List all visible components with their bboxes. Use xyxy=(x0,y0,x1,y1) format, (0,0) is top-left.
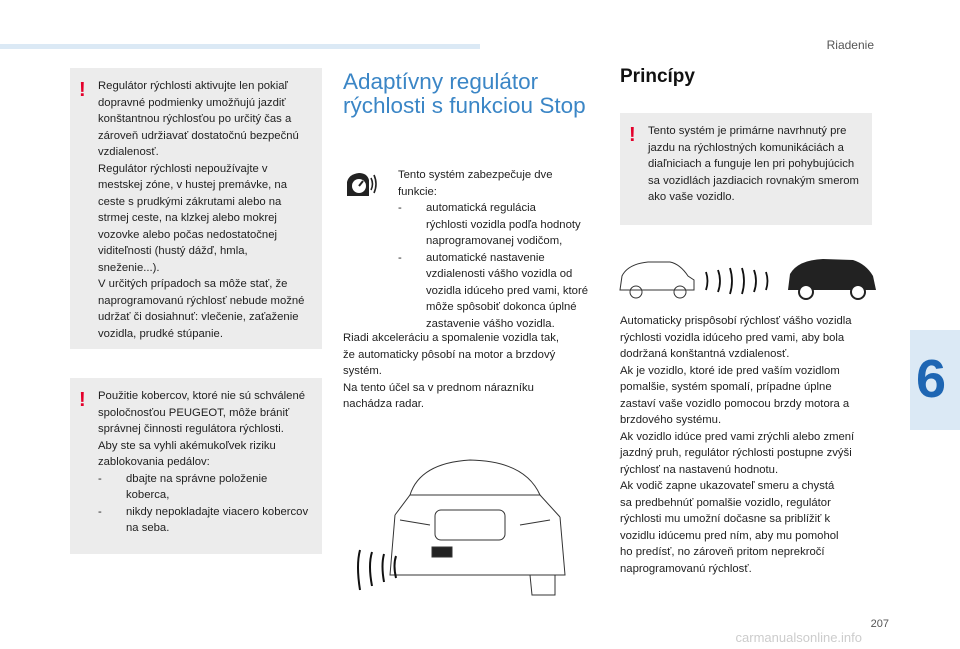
text-line: naprogramovanú rýchlosť. xyxy=(620,562,752,575)
text-line: zablokovania pedálov: xyxy=(98,456,210,468)
warning-exclamation-icon: ! xyxy=(629,124,636,146)
list-item-line: na seba. xyxy=(126,522,170,534)
list-item-line: automatické nastavenie xyxy=(426,251,545,264)
warning-text xyxy=(98,388,310,471)
text-line: Použitie kobercov, ktoré nie sú schválené xyxy=(98,390,306,402)
text-line: vozidla, prudké stúpanie. xyxy=(98,327,223,340)
warning-box-system-scope xyxy=(620,113,872,225)
text-line: Automaticky prispôsobí rýchlosť vášho vozidla xyxy=(620,315,852,327)
text-line: funkcie: xyxy=(398,185,437,198)
text-line: vozovke alebo počas nedostatočnej xyxy=(98,228,277,241)
text-line: V určitých prípadoch sa môže stať, že xyxy=(98,278,288,290)
list-item-line: vozidla idúceho pred vami, ktoré xyxy=(426,284,589,297)
text-line: ceste s prudkými zákrutami alebo na xyxy=(98,195,282,208)
text-line: dodržaná konštantná vzdialenosť. xyxy=(620,348,790,360)
text-line: vozidlu idúcemu pred ním, aby mu pomohol xyxy=(620,529,839,542)
text-line: systém. xyxy=(343,365,382,377)
text-line: Riadi akceleráciu a spomalenie vozidla tak, xyxy=(343,332,560,344)
text-line: mestskej zóne, v hustej premávke, na xyxy=(98,179,287,191)
page-number: 207 xyxy=(870,618,889,630)
list-dash: - xyxy=(398,202,402,214)
watermark-text: carmanualsonline.info xyxy=(735,630,862,645)
text-line: jazdu na rýchlostných komunikáciách a xyxy=(648,141,844,154)
list-item-line: automatická regulácia xyxy=(426,202,536,214)
radar-description xyxy=(343,330,598,413)
chapter-title: Riadenie xyxy=(826,38,874,52)
text-line: Na tento účel sa v prednom nárazníku xyxy=(343,381,534,394)
title-line: Adaptívny regulátor xyxy=(343,69,539,94)
text-line: Tento systém zabezpečuje dve xyxy=(398,169,553,181)
text-line: správnej činnosti regulátora rýchlosti. xyxy=(98,423,284,435)
warning-box-cruise-usage xyxy=(70,68,322,349)
list-item-line: naprogramovanej vodičom, xyxy=(426,235,563,247)
list-item xyxy=(98,471,310,504)
intro-lines xyxy=(398,167,598,200)
text-line: Tento systém je primárne navrhnutý pre xyxy=(648,125,847,137)
car-front-radar-illustration xyxy=(350,455,585,600)
text-line: že automaticky pôsobí na motor a brzdový xyxy=(343,348,556,361)
list-item xyxy=(398,250,598,333)
text-line: naprogramovanú rýchlosť nebude možné xyxy=(98,294,305,307)
intro-text xyxy=(398,167,598,332)
section-title-adaptive-cruise xyxy=(343,70,586,118)
text-line: konštantnou rýchlosťou po určitý čas a xyxy=(98,113,292,125)
text-line: ako vaše vozidlo. xyxy=(648,191,735,203)
text-line: sa vozidlách jazdiacich rovnakým smerom xyxy=(648,174,859,187)
warning-text xyxy=(98,78,310,342)
text-line: pomalšie, systém spomalí, prípadne úplne xyxy=(620,381,832,393)
list-item-line: vzdialenosti vášho vozidla od xyxy=(426,268,573,280)
header-accent-bar xyxy=(0,44,480,49)
list-dash: - xyxy=(98,472,102,485)
text-line: ho predísť, no zároveň pritom neprekročí xyxy=(620,546,825,558)
text-line: viditeľnosti (hustý dážď, hmla, sneženie...). xyxy=(98,245,248,274)
text-line: spoločnosťou PEUGEOT, môže brániť xyxy=(98,406,290,419)
text-line: Ak vodič zapne ukazovateľ smeru a chystá xyxy=(620,480,835,492)
text-line: rýchlosti mu umožní dočasne sa priblížiť k xyxy=(620,513,831,525)
text-line: Ak je vozidlo, ktoré ide pred vaším vozidlom xyxy=(620,364,840,377)
text-line: Ak vozidlo idúce pred vami zrýchli alebo zmení xyxy=(620,430,855,443)
list-item xyxy=(398,200,598,250)
text-line: udržať či dosiahnuť: vlečenie, zaťaženie xyxy=(98,311,299,323)
principles-description xyxy=(620,313,882,577)
warning-exclamation-icon: ! xyxy=(79,79,86,101)
text-line: dopravné podmienky umožňujú jazdiť xyxy=(98,96,286,109)
text-line: Regulátor rýchlosti nepoužívajte v xyxy=(98,162,268,175)
text-line: strmej ceste, na klzkej alebo mokrej xyxy=(98,212,277,224)
text-line: zároveň udržiavať dostatočnú bezpečnú xyxy=(98,129,299,142)
list-item-line: zastavenie vášho vozidla. xyxy=(426,317,555,330)
text-line: vzdialenosť. xyxy=(98,146,159,158)
section-title-principles: Princípy xyxy=(620,66,695,87)
text-line: zastaví vaše vozidlo pomocou brzdy motora a xyxy=(620,397,850,410)
chapter-number: 6 xyxy=(915,349,946,409)
warning-list xyxy=(98,471,310,537)
list-item-line: dbajte na správne položenie koberca, xyxy=(126,472,268,501)
text-line: rýchlosti vozidla idúceho pred vami, aby bola xyxy=(620,331,845,344)
title-line: rýchlosti s funkciou Stop xyxy=(343,93,586,118)
list-item-line: nikdy nepokladajte viacero kobercov xyxy=(126,505,309,518)
speedometer-radar-icon xyxy=(343,166,379,202)
text-line: Regulátor rýchlosti aktivujte len pokiaľ xyxy=(98,80,288,92)
warning-text xyxy=(648,123,860,206)
text-line: jazdný pruh, regulátor rýchlosti postupne zvýši xyxy=(620,447,852,459)
list-dash: - xyxy=(398,251,402,264)
function-list xyxy=(398,200,598,332)
list-item xyxy=(98,504,310,537)
text-line: diaľniciach a funguje len pri pohybujúcich xyxy=(648,158,855,170)
text-line: Aby ste sa vyhli akémukoľvek riziku xyxy=(98,439,276,452)
list-item-line: rýchlosti vozidla podľa hodnoty xyxy=(426,218,581,231)
text-line: nachádza radar. xyxy=(343,398,425,410)
list-item-line: môže spôsobiť dokonca úplné xyxy=(426,301,577,313)
text-line: sa predbehnúť pomalšie vozidlo, regulátor xyxy=(620,496,831,509)
list-dash: - xyxy=(98,505,102,518)
text-line: rýchlosť na nastavenú hodnotu. xyxy=(620,463,779,476)
warning-exclamation-icon: ! xyxy=(79,389,86,411)
warning-box-floor-mats xyxy=(70,378,322,554)
car-following-radar-illustration xyxy=(618,250,878,306)
text-line: brzdového systému. xyxy=(620,414,722,426)
